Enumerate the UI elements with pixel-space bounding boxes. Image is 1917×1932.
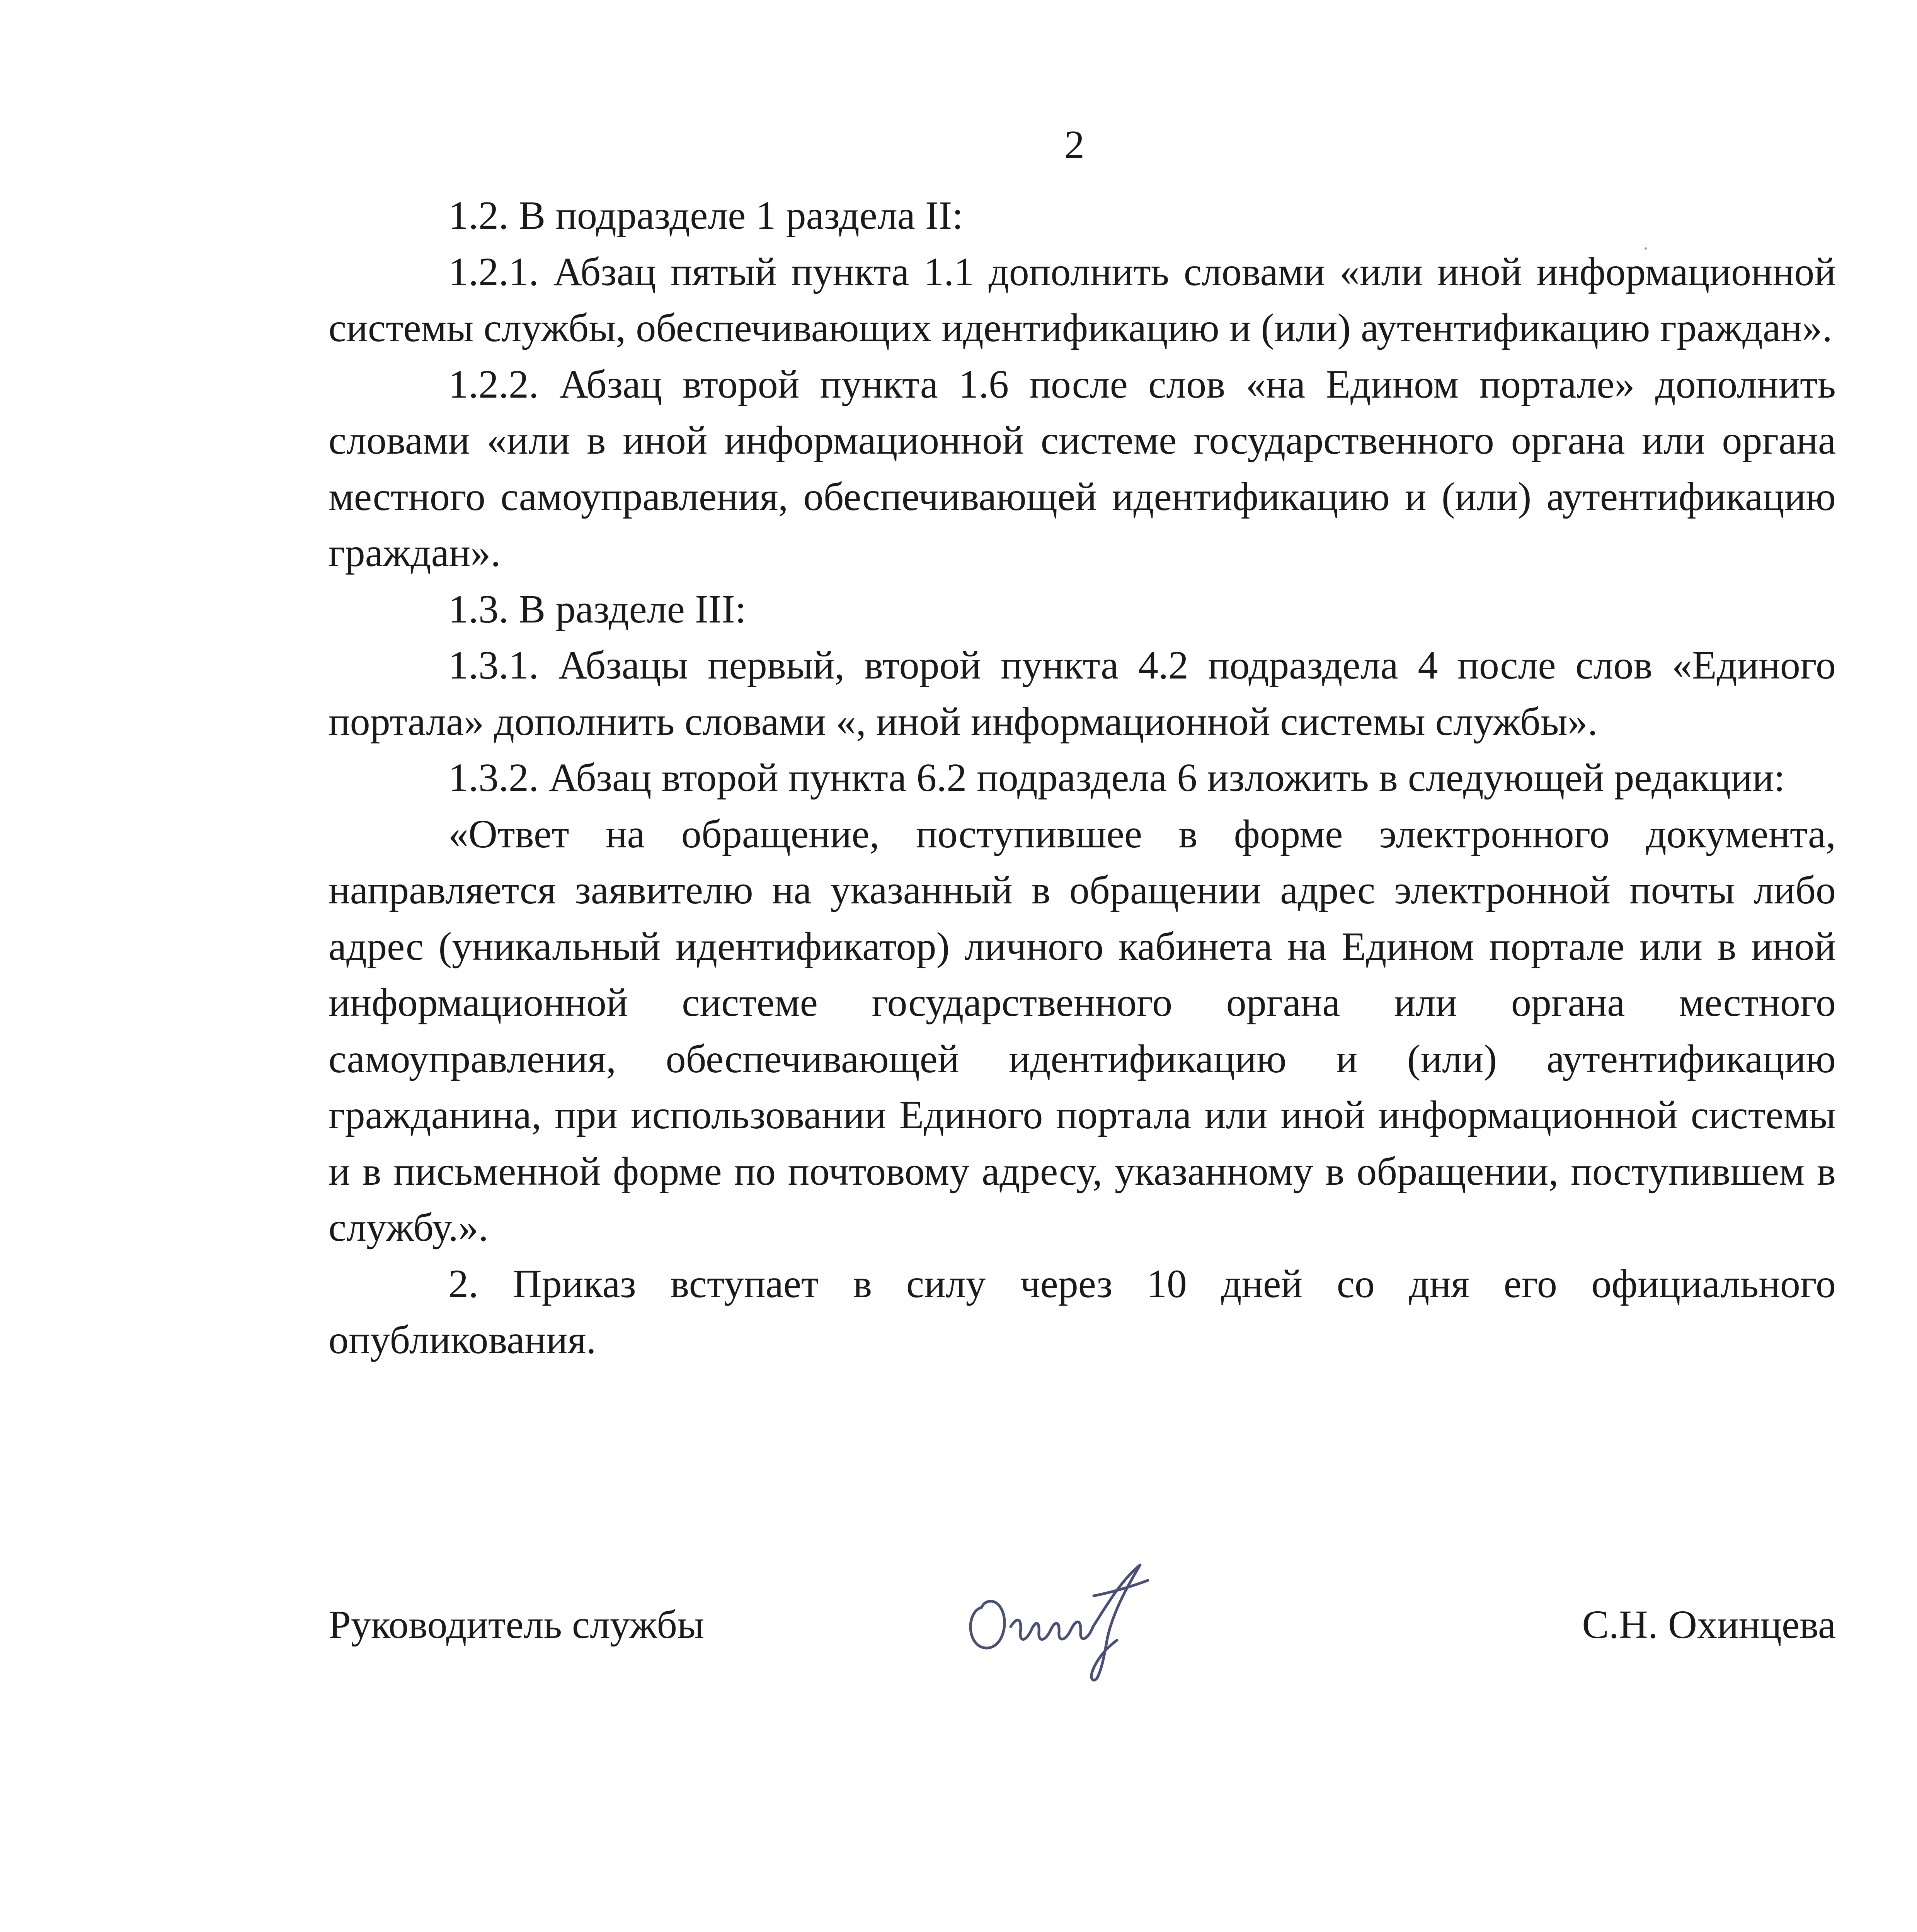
handwritten-signature [958,1549,1159,1689]
paragraph-1-2: 1.2. В подразделе 1 раздела II: [448,193,964,238]
page-number: 2 [1064,122,1084,167]
paragraph-1-2-1: 1.2.1. Абзац пятый пункта 1.1 дополнить словами «или иной информационной системы службы, обеспечивающих идентификацию и (или) аутентификацию граждан». [329,249,1836,350]
document-body [329,187,1836,1368]
signatory-position: Руководитель службы [329,1602,704,1647]
signature-block [329,1584,1836,1700]
scan-speck [1645,247,1647,250]
paragraph-1-3: 1.3. В разделе III: [448,587,746,631]
paragraph-1-3-2: 1.3.2. Абзац второй пункта 6.2 подраздела 6 изложить в следующей редакции: [448,755,1785,800]
paragraph-1-3-1: 1.3.1. Абзацы первый, второй пункта 4.2 подраздела 4 после слов «Единого портала» дополнить словами «, иной информационной системы службы». [329,643,1836,744]
paragraph-2: 2. Приказ вступает в силу через 10 дней со дня его официального опубликования. [329,1261,1836,1362]
paragraph-1-2-2: 1.2.2. Абзац второй пункта 1.6 после слов «на Едином портале» дополнить словами «или в иной информационной системе государственного органа или органа местного самоуправления, обеспечивающей идентификацию и (или) аутентификацию граждан». [329,362,1836,575]
signatory-name: С.Н. Охинцева [1582,1602,1836,1647]
quoted-paragraph: «Ответ на обращение, поступившее в форме электронного документа, направляется заявителю на указанный в обращении адрес электронной почты либо адрес (уникальный идентификатор) личного кабинета на Едином портале или в иной информационной системе государственного органа или органа местного самоуправления, обеспечивающей идентификацию и (или) аутентификацию гражданина, при использовании Единого портала или иной информационной системы и в письменной форме по почтовому адресу, указанному в обращении, поступившем в службу.». [329,811,1836,1250]
